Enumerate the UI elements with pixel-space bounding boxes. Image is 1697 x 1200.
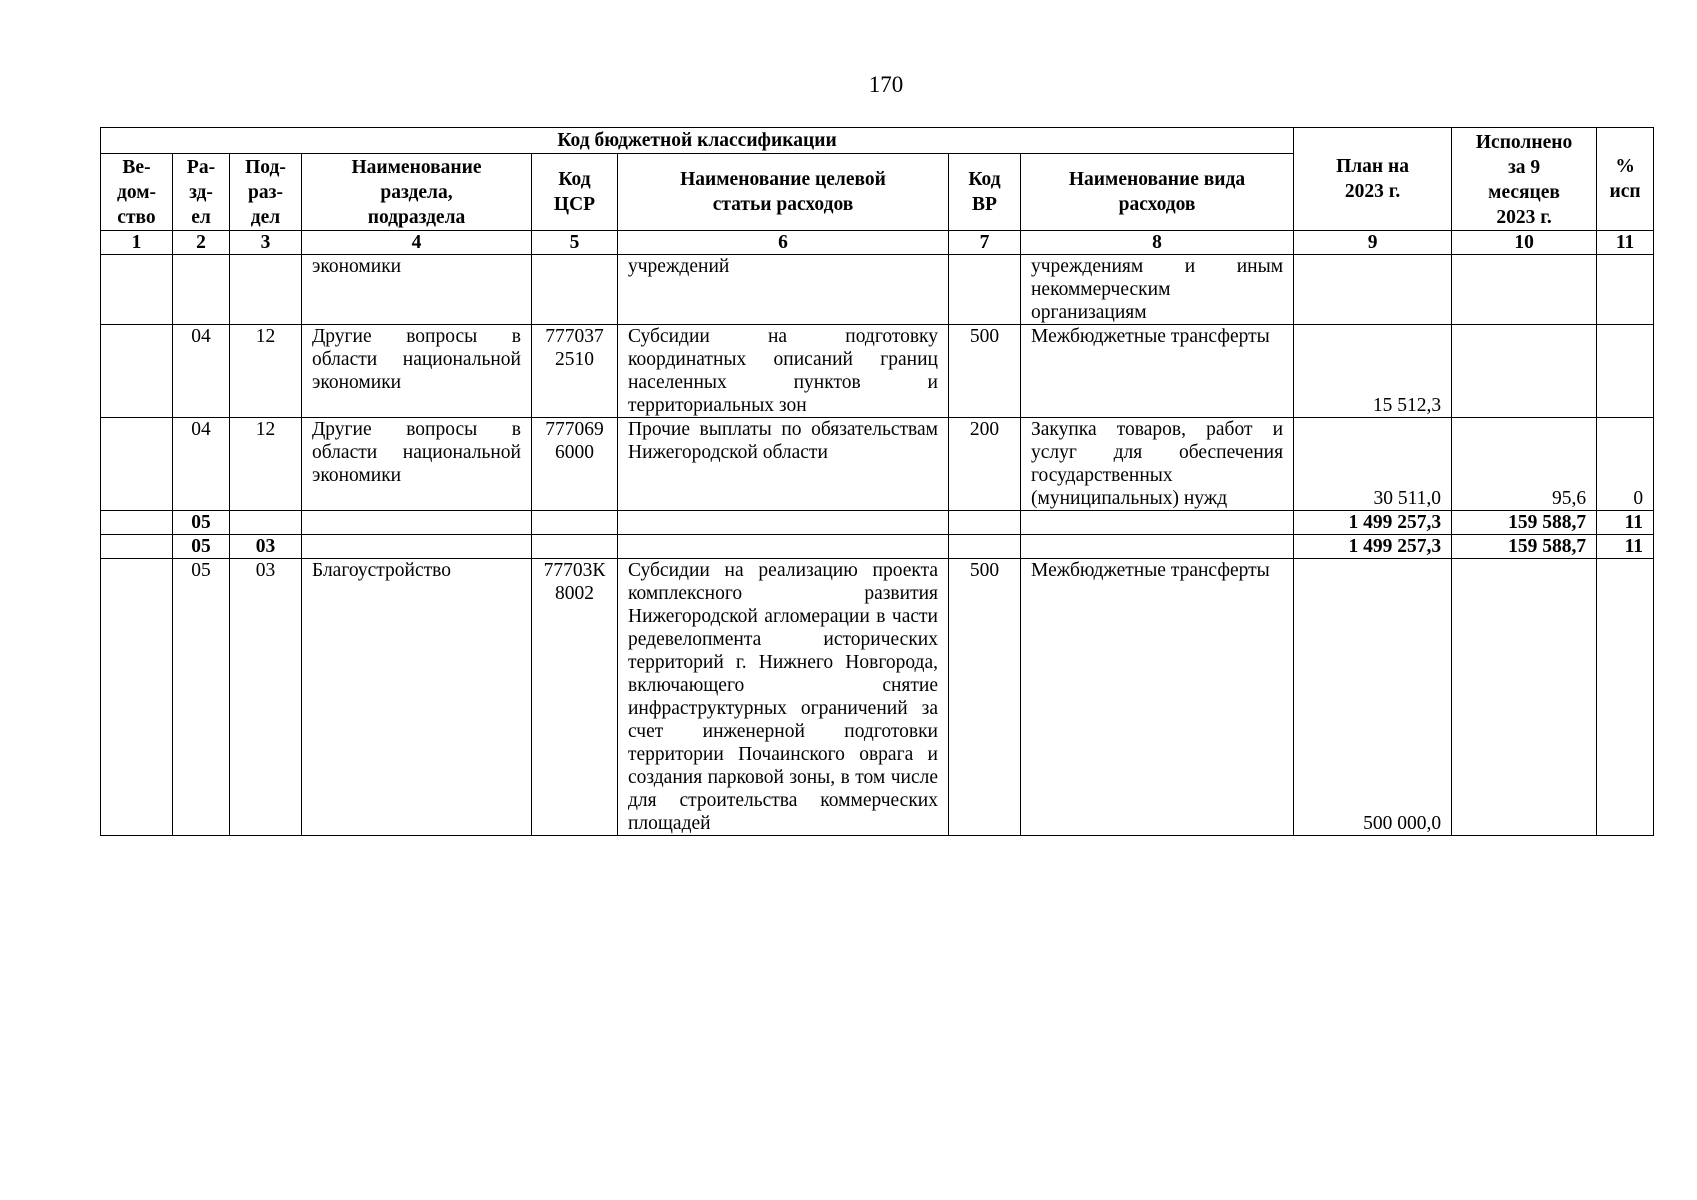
header-csr: Код ЦСР <box>532 154 618 231</box>
cell-razdel <box>173 255 230 325</box>
column-number: 6 <box>618 231 949 255</box>
cell-section-name: экономики <box>302 255 532 325</box>
cell-vr: 500 <box>949 325 1021 418</box>
header-budget-code: Код бюджетной классификации <box>101 128 1294 154</box>
cell-csr <box>532 535 618 559</box>
column-number: 8 <box>1021 231 1294 255</box>
header-row-group <box>101 128 1654 154</box>
cell-done <box>1452 559 1597 836</box>
cell-vr-name: Межбюджетные трансферты <box>1021 559 1294 836</box>
cell-podrazdel: 12 <box>230 418 302 511</box>
column-number: 9 <box>1294 231 1452 255</box>
column-number: 7 <box>949 231 1021 255</box>
cell-podrazdel: 03 <box>230 559 302 836</box>
header-csr-name: Наименование целевой статьи расходов <box>618 154 949 231</box>
cell-vedomstvo <box>101 511 173 535</box>
header-vr: Код ВР <box>949 154 1021 231</box>
cell-podrazdel <box>230 511 302 535</box>
cell-csr-name: Субсидии на реализацию проекта комплексного развития Нижегородской агломерации в части редевелопмента исторических территорий г. Нижнего Новгорода, включающего снятие инфраструктурных ограничений за счет инженерной подготовки территории Почаинского оврага и создания парковой зоны, в том числе для строительства коммерческих площадей <box>618 559 949 836</box>
cell-done <box>1452 325 1597 418</box>
cell-vr-name: Закупка товаров, работ и услуг для обеспечения государственных (муниципальных) нужд <box>1021 418 1294 511</box>
cell-section-name: Благоустройство <box>302 559 532 836</box>
cell-vedomstvo <box>101 325 173 418</box>
cell-plan: 1 499 257,3 <box>1294 535 1452 559</box>
column-number: 4 <box>302 231 532 255</box>
cell-pct: 11 <box>1597 511 1654 535</box>
column-number-row <box>101 231 1654 255</box>
cell-csr-name <box>618 511 949 535</box>
page-number: 170 <box>868 72 904 97</box>
cell-vr-name: Межбюджетные трансферты <box>1021 325 1294 418</box>
cell-section-name: Другие вопросы в области национальной экономики <box>302 418 532 511</box>
header-section-name: Наименование раздела, подраздела <box>302 154 532 231</box>
cell-csr-name: Прочие выплаты по обязательствам Нижегородской области <box>618 418 949 511</box>
cell-csr-name: учреждений <box>618 255 949 325</box>
column-number: 1 <box>101 231 173 255</box>
cell-csr: 77703К8002 <box>532 559 618 836</box>
table-row <box>101 325 1654 418</box>
cell-razdel: 05 <box>173 559 230 836</box>
cell-csr <box>532 255 618 325</box>
cell-section-name <box>302 535 532 559</box>
cell-done: 159 588,7 <box>1452 511 1597 535</box>
cell-razdel: 04 <box>173 325 230 418</box>
header-vedomstvo: Ве- дом- ство <box>101 154 173 231</box>
cell-pct <box>1597 325 1654 418</box>
header-vr-name: Наименование вида расходов <box>1021 154 1294 231</box>
cell-section-name: Другие вопросы в области национальной экономики <box>302 325 532 418</box>
cell-vr-name <box>1021 511 1294 535</box>
cell-pct <box>1597 559 1654 836</box>
cell-plan <box>1294 255 1452 325</box>
header-plan: План на 2023 г. <box>1294 128 1452 231</box>
header-pct: % исп <box>1597 128 1654 231</box>
cell-podrazdel: 12 <box>230 325 302 418</box>
cell-vr <box>949 535 1021 559</box>
cell-done: 95,6 <box>1452 418 1597 511</box>
header-podrazdel: Под- раз- дел <box>230 154 302 231</box>
cell-csr: 7770372510 <box>532 325 618 418</box>
cell-plan: 1 499 257,3 <box>1294 511 1452 535</box>
cell-plan: 500 000,0 <box>1294 559 1452 836</box>
cell-vr <box>949 511 1021 535</box>
cell-razdel: 05 <box>173 511 230 535</box>
cell-vedomstvo <box>101 255 173 325</box>
cell-vedomstvo <box>101 559 173 836</box>
cell-vr <box>949 255 1021 325</box>
cell-vr: 500 <box>949 559 1021 836</box>
cell-podrazdel: 03 <box>230 535 302 559</box>
cell-section-name <box>302 511 532 535</box>
cell-pct: 11 <box>1597 535 1654 559</box>
cell-razdel: 05 <box>173 535 230 559</box>
cell-pct <box>1597 255 1654 325</box>
column-number: 10 <box>1452 231 1597 255</box>
cell-vedomstvo <box>101 535 173 559</box>
cell-csr-name <box>618 535 949 559</box>
cell-razdel: 04 <box>173 418 230 511</box>
cell-done <box>1452 255 1597 325</box>
column-number: 2 <box>173 231 230 255</box>
cell-vr-name <box>1021 535 1294 559</box>
column-number: 3 <box>230 231 302 255</box>
table-row-total-subsection <box>101 535 1654 559</box>
cell-csr: 7770696000 <box>532 418 618 511</box>
cell-csr-name: Субсидии на подготовку координатных описаний границ населенных пунктов и территориальных зон <box>618 325 949 418</box>
header-razdel: Ра- зд- ел <box>173 154 230 231</box>
column-number: 11 <box>1597 231 1654 255</box>
budget-table <box>100 127 1654 836</box>
cell-vr-name: учреждениям и иным некоммерческим организациям <box>1021 255 1294 325</box>
table-row <box>101 255 1654 325</box>
cell-plan: 30 511,0 <box>1294 418 1452 511</box>
cell-done: 159 588,7 <box>1452 535 1597 559</box>
table-row <box>101 418 1654 511</box>
header-done: Исполнено за 9 месяцев 2023 г. <box>1452 128 1597 231</box>
cell-podrazdel <box>230 255 302 325</box>
column-number: 5 <box>532 231 618 255</box>
cell-plan: 15 512,3 <box>1294 325 1452 418</box>
table-row-total-section <box>101 511 1654 535</box>
cell-vr: 200 <box>949 418 1021 511</box>
cell-pct: 0 <box>1597 418 1654 511</box>
table-row <box>101 559 1654 836</box>
cell-vedomstvo <box>101 418 173 511</box>
cell-csr <box>532 511 618 535</box>
